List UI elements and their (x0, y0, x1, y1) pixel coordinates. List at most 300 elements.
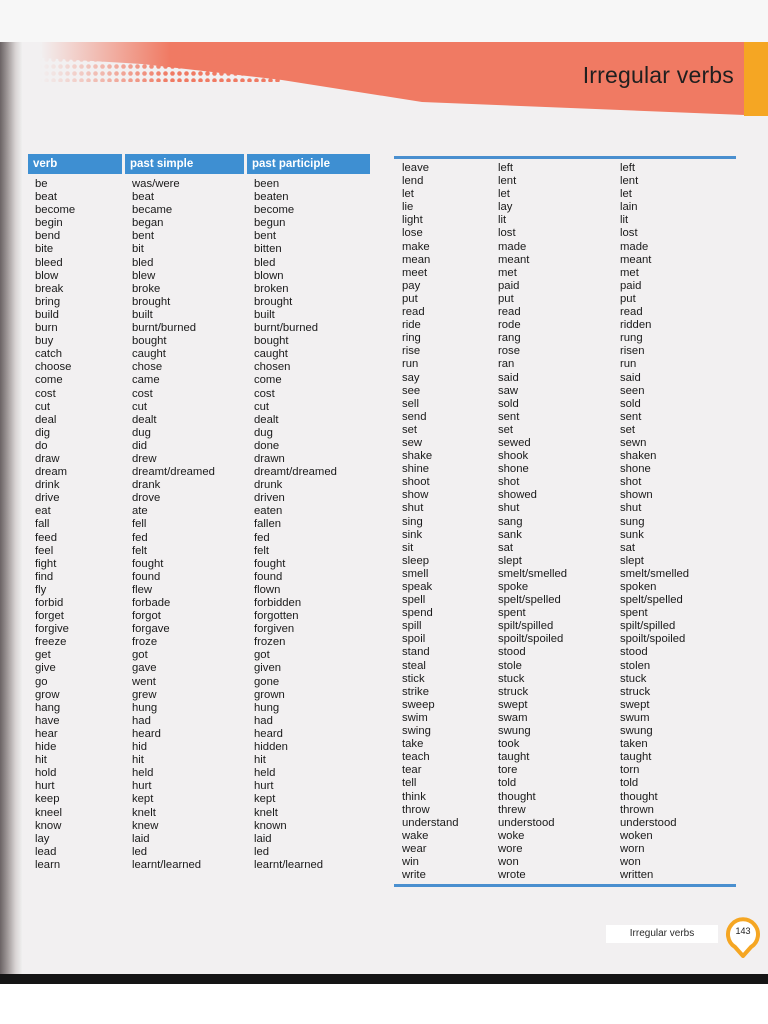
table-header-row (28, 154, 370, 174)
scan-bottom-margin (0, 984, 768, 1024)
table-row (28, 859, 370, 872)
verb-cell: fight (35, 557, 57, 570)
past-simple-cell: ate (132, 505, 148, 518)
table-row (28, 754, 370, 767)
past-simple-cell: meant (498, 253, 530, 266)
verb-cell: freeze (35, 636, 67, 649)
past-participle-cell: held (254, 767, 276, 780)
past-simple-cell: fought (132, 557, 164, 570)
past-simple-cell: wore (498, 842, 523, 855)
verb-cell: hurt (35, 780, 55, 793)
table-row (394, 777, 736, 790)
table-row (28, 767, 370, 780)
table-row (28, 676, 370, 689)
table-row (28, 702, 370, 715)
verb-cell: swim (402, 711, 428, 724)
verb-cell: take (402, 738, 424, 751)
table-row (28, 689, 370, 702)
verb-cell: buy (35, 335, 54, 348)
past-participle-cell: shown (620, 489, 653, 502)
past-simple-cell: knelt (132, 806, 156, 819)
table-row (394, 201, 736, 214)
verb-cell: grow (35, 688, 60, 701)
past-participle-cell: spelt/spelled (620, 594, 683, 607)
table-row (28, 610, 370, 623)
table-row (394, 856, 736, 869)
past-participle-cell: cut (254, 400, 270, 413)
table-row (394, 476, 736, 489)
past-participle-cell: sent (620, 410, 642, 423)
past-participle-cell: swung (620, 725, 653, 738)
table-row (28, 571, 370, 584)
verb-cell: lie (402, 201, 414, 214)
past-simple-cell: lay (498, 201, 513, 214)
past-simple-cell: drew (132, 452, 157, 465)
past-participle-cell: stolen (620, 659, 651, 672)
past-simple-cell: swept (498, 698, 528, 711)
past-participle-cell: forgiven (254, 623, 295, 636)
past-participle-cell: known (254, 819, 287, 832)
table-row (28, 217, 370, 230)
past-participle-cell: shot (620, 476, 642, 489)
past-participle-cell: sold (620, 397, 641, 410)
verb-cell: drink (35, 479, 60, 492)
past-participle-cell: let (620, 188, 632, 201)
table-row (394, 646, 736, 659)
verb-cell: lose (402, 227, 423, 240)
past-simple-cell: shone (498, 463, 529, 476)
verb-cell: pay (402, 279, 421, 292)
verb-cell: feel (35, 544, 54, 557)
verb-cell: draw (35, 452, 60, 465)
past-simple-cell: understood (498, 816, 555, 829)
table-row (28, 662, 370, 675)
table-row (394, 581, 736, 594)
past-participle-cell: had (254, 714, 273, 727)
past-participle-cell: won (620, 855, 641, 868)
table-row (394, 267, 736, 280)
table-row (394, 175, 736, 188)
past-simple-cell: hit (132, 754, 144, 767)
irregular-verbs-table-left (28, 154, 370, 872)
verb-cell: bite (35, 243, 54, 256)
verb-cell: burn (35, 322, 58, 335)
table-row (394, 633, 736, 646)
table-row (28, 715, 370, 728)
past-simple-cell: spilt/spilled (498, 620, 554, 633)
verb-cell: hang (35, 701, 61, 714)
past-participle-cell: put (620, 292, 636, 305)
verb-cell: wake (402, 829, 429, 842)
verb-cell: hit (35, 754, 47, 767)
scan-bottom-edge (0, 974, 768, 984)
past-participle-cell: found (254, 570, 283, 583)
verb-cell: find (35, 570, 54, 583)
table-row (394, 555, 736, 568)
past-participle-cell: dreamt/dreamed (254, 466, 337, 479)
verb-cell: sit (402, 541, 414, 554)
past-participle-cell: felt (254, 544, 270, 557)
past-simple-cell: forgot (132, 610, 161, 623)
past-simple-cell: froze (132, 636, 158, 649)
table-row (394, 241, 736, 254)
past-simple-cell: broke (132, 282, 161, 295)
past-participle-cell: meant (620, 253, 652, 266)
verb-cell: fall (35, 518, 50, 531)
past-participle-cell: hidden (254, 741, 288, 754)
past-simple-cell: ran (498, 358, 515, 371)
past-simple-cell: blew (132, 269, 156, 282)
past-participle-cell: lent (620, 175, 639, 188)
table-row (28, 361, 370, 374)
past-participle-cell: understood (620, 816, 677, 829)
table-row (28, 191, 370, 204)
table-row (394, 830, 736, 843)
past-simple-cell: fed (132, 531, 148, 544)
verb-cell: spell (402, 594, 426, 607)
past-participle-cell: shut (620, 502, 642, 515)
verb-cell: fly (35, 583, 47, 596)
table-row (394, 699, 736, 712)
page-title: Irregular verbs (582, 62, 734, 88)
past-simple-cell: drank (132, 479, 161, 492)
verb-cell: eat (35, 505, 51, 518)
past-participle-cell: broken (254, 282, 289, 295)
past-participle-cell: become (254, 204, 295, 217)
verb-cell: light (402, 214, 423, 227)
past-participle-cell: hung (254, 701, 280, 714)
verb-cell: say (402, 371, 420, 384)
past-simple-cell: lost (498, 227, 516, 240)
verb-cell: shoot (402, 476, 430, 489)
past-participle-cell: said (620, 371, 641, 384)
table-row (394, 712, 736, 725)
verb-cell: understand (402, 816, 459, 829)
verb-cell: lay (35, 832, 50, 845)
verb-cell: bleed (35, 256, 63, 269)
verb-cell: hide (35, 741, 57, 754)
past-participle-cell: knelt (254, 806, 278, 819)
past-simple-cell: sang (498, 515, 523, 528)
past-participle-cell: caught (254, 348, 288, 361)
past-simple-cell: swung (498, 725, 531, 738)
past-participle-cell: forgotten (254, 610, 299, 623)
past-participle-cell: read (620, 306, 643, 319)
past-simple-cell: knew (132, 819, 159, 832)
verb-cell: put (402, 292, 418, 305)
past-participle-cell: learnt/learned (254, 858, 324, 871)
past-participle-cell: begun (254, 217, 286, 230)
past-simple-cell: sat (498, 541, 514, 554)
table-row (394, 293, 736, 306)
past-simple-cell: thought (498, 790, 536, 803)
verb-cell: write (402, 869, 426, 882)
verb-cell: hear (35, 727, 58, 740)
table-row (394, 751, 736, 764)
past-participle-cell: shone (620, 463, 651, 476)
table-row (28, 204, 370, 217)
verb-cell: sleep (402, 554, 430, 567)
past-simple-cell: hurt (132, 780, 152, 793)
past-simple-cell: lent (498, 175, 517, 188)
past-simple-cell: did (132, 439, 148, 452)
past-participle-cell: frozen (254, 636, 286, 649)
verb-cell: set (402, 423, 418, 436)
table-row (394, 227, 736, 240)
verb-cell: ring (402, 332, 421, 345)
verb-cell: learn (35, 858, 61, 871)
past-participle-cell: smelt/smelled (620, 567, 690, 580)
verb-cell: choose (35, 361, 72, 374)
table-row (28, 623, 370, 636)
verb-cell: tear (402, 764, 422, 777)
table-row (28, 257, 370, 270)
verb-cell: become (35, 204, 76, 217)
past-simple-cell: taught (498, 751, 530, 764)
table-row (394, 738, 736, 751)
verb-cell: forget (35, 610, 64, 623)
past-participle-cell: bought (254, 335, 289, 348)
past-simple-cell: beat (132, 191, 154, 204)
past-participle-cell: bitten (254, 243, 282, 256)
verb-cell: sell (402, 397, 419, 410)
past-simple-cell: swam (498, 711, 528, 724)
table-row (394, 542, 736, 555)
past-participle-cell: grown (254, 688, 285, 701)
verb-cell: spill (402, 620, 422, 633)
verb-cell: bring (35, 295, 61, 308)
past-participle-cell: eaten (254, 505, 283, 518)
past-simple-cell: held (132, 767, 154, 780)
table-row (28, 309, 370, 322)
verb-cell: sing (402, 515, 423, 528)
past-participle-cell: come (254, 374, 282, 387)
past-participle-cell: forbidden (254, 597, 302, 609)
past-participle-cell: blown (254, 269, 284, 282)
table-row (28, 348, 370, 361)
verb-cell: forgive (35, 623, 69, 636)
past-simple-cell: built (132, 308, 153, 321)
table-row (394, 804, 736, 817)
table-row (394, 188, 736, 201)
past-participle-cell: laid (254, 832, 272, 845)
past-participle-cell: kept (254, 793, 276, 806)
verb-cell: shake (402, 450, 433, 463)
table-row (394, 437, 736, 450)
past-participle-cell: shaken (620, 450, 657, 463)
past-participle-cell: got (254, 649, 270, 662)
table-row (28, 636, 370, 649)
past-simple-cell: showed (498, 489, 537, 502)
verb-cell: hold (35, 767, 57, 780)
verb-cell: show (402, 489, 429, 502)
past-participle-cell: torn (620, 764, 640, 777)
verb-cell: think (402, 790, 426, 803)
past-participle-cell: spoken (620, 581, 657, 593)
verb-cell: cost (35, 387, 56, 400)
verb-cell: sew (402, 436, 423, 449)
past-simple-cell: dug (132, 426, 151, 439)
table-row (394, 489, 736, 502)
past-simple-cell: said (498, 371, 519, 384)
past-participle-cell: driven (254, 492, 285, 505)
table-row (28, 440, 370, 453)
table-row (394, 764, 736, 777)
past-simple-cell: stole (498, 659, 522, 672)
past-participle-cell: ridden (620, 319, 652, 332)
irregular-verbs-table-right (394, 156, 736, 887)
table-row (394, 424, 736, 437)
past-simple-cell: felt (132, 544, 148, 557)
table-row (28, 270, 370, 283)
table-row (28, 414, 370, 427)
past-participle-cell: beaten (254, 191, 289, 204)
table-row (28, 479, 370, 492)
verb-cell: begin (35, 217, 63, 230)
past-simple-cell: wrote (498, 869, 526, 882)
past-simple-cell: woke (498, 829, 525, 842)
past-participle-cell: lain (620, 201, 638, 214)
past-participle-cell: seen (620, 384, 645, 397)
past-simple-cell: cut (132, 400, 148, 413)
past-simple-cell: hung (132, 701, 158, 714)
past-participle-cell: worn (620, 842, 645, 855)
past-participle-cell: run (620, 358, 637, 371)
table-row (394, 607, 736, 620)
past-simple-cell: caught (132, 348, 166, 361)
past-participle-cell: flown (254, 583, 281, 596)
past-participle-cell: made (620, 240, 649, 253)
past-simple-cell: bit (132, 243, 144, 256)
past-participle-cell: swept (620, 698, 650, 711)
verb-cell: beat (35, 191, 57, 204)
verb-cell: know (35, 819, 62, 832)
verb-cell: give (35, 662, 56, 675)
table-row (394, 673, 736, 686)
table-row (394, 372, 736, 385)
past-simple-cell: laid (132, 832, 150, 845)
table-row (394, 254, 736, 267)
past-simple-cell: sewed (498, 436, 531, 449)
verb-cell: strike (402, 685, 429, 698)
past-participle-cell: rung (620, 332, 643, 345)
past-participle-cell: thrown (620, 803, 654, 816)
verb-cell: make (402, 240, 430, 253)
table-row (28, 780, 370, 793)
verb-cell: cut (35, 400, 51, 413)
past-participle-cell: spent (620, 607, 648, 620)
table-row (28, 846, 370, 859)
verb-cell: spend (402, 607, 433, 620)
past-simple-cell: spoke (498, 581, 529, 593)
past-participle-cell: done (254, 439, 280, 452)
table-row (394, 568, 736, 581)
table-row (394, 345, 736, 358)
verb-cell: wear (402, 842, 427, 855)
past-participle-cell: met (620, 266, 639, 279)
verb-cell: see (402, 384, 421, 397)
table-row (28, 532, 370, 545)
past-participle-cell: gone (254, 675, 280, 688)
column-header-past-simple: past simple (125, 154, 244, 174)
past-participle-cell: drunk (254, 479, 283, 492)
page-number: 143 (735, 926, 751, 936)
verb-cell: bend (35, 230, 61, 243)
table-row (394, 214, 736, 227)
past-simple-cell: kept (132, 793, 154, 806)
past-simple-cell: burnt/burned (132, 322, 197, 335)
past-participle-cell: fought (254, 557, 286, 570)
past-participle-cell: cost (254, 387, 275, 400)
past-participle-cell: risen (620, 345, 645, 358)
verb-cell: break (35, 282, 64, 295)
verb-cell: run (402, 358, 419, 371)
past-participle-cell: lit (620, 214, 629, 227)
verb-cell: ride (402, 319, 421, 332)
table-row (28, 322, 370, 335)
table-top-rule (394, 156, 736, 159)
verb-cell: dream (35, 466, 68, 479)
past-simple-cell: sank (498, 528, 522, 541)
table-row (394, 869, 736, 882)
verb-cell: kneel (35, 806, 63, 819)
past-participle-cell: paid (620, 279, 642, 292)
table-row (394, 516, 736, 529)
table-row (394, 319, 736, 332)
table-row (394, 463, 736, 476)
past-participle-cell: fallen (254, 518, 282, 531)
verb-cell: speak (402, 581, 433, 593)
past-participle-cell: given (254, 662, 282, 675)
past-simple-cell: had (132, 714, 151, 727)
past-simple-cell: drove (132, 492, 161, 505)
past-simple-cell: bent (132, 230, 154, 243)
past-simple-cell: spelt/spelled (498, 594, 561, 607)
table-row (28, 401, 370, 414)
table-row (394, 594, 736, 607)
past-simple-cell: rode (498, 319, 521, 332)
past-simple-cell: became (132, 204, 173, 217)
verb-cell: lead (35, 845, 57, 858)
past-participle-cell: bled (254, 256, 276, 269)
past-simple-cell: rose (498, 345, 520, 358)
table-row (28, 820, 370, 833)
table-row (28, 518, 370, 531)
verb-cell: dig (35, 426, 51, 439)
table-row (394, 332, 736, 345)
table-row (394, 398, 736, 411)
table-row (28, 388, 370, 401)
past-simple-cell: began (132, 217, 164, 230)
past-simple-cell: grew (132, 688, 157, 701)
verb-cell: forbid (35, 597, 64, 609)
past-participle-cell: sung (620, 515, 645, 528)
table-row (394, 280, 736, 293)
table-row (394, 162, 736, 175)
footer-section-label: Irregular verbs (606, 925, 718, 943)
past-simple-cell: dealt (132, 413, 157, 426)
past-simple-cell: tore (498, 764, 518, 777)
past-simple-cell: shook (498, 450, 529, 463)
book-binding-shadow (0, 42, 22, 974)
verb-cell: meet (402, 266, 428, 279)
verb-cell: go (35, 675, 48, 688)
verb-cell: sink (402, 528, 423, 541)
past-simple-cell: forgave (132, 623, 170, 636)
table-row (28, 597, 370, 610)
past-participle-cell: hit (254, 754, 266, 767)
past-participle-cell: stood (620, 646, 648, 659)
